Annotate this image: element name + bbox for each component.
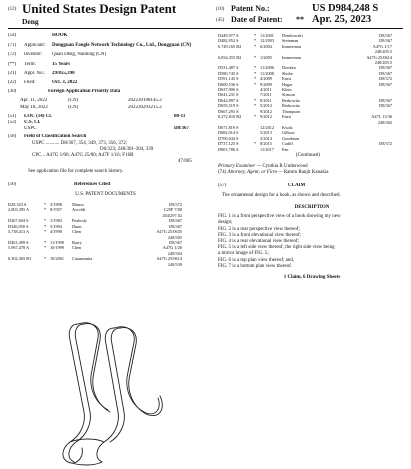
reference-star: * xyxy=(254,141,257,147)
reference-no: D671,819 S xyxy=(218,124,239,130)
reference-no: 6,302,365 B1 xyxy=(8,256,32,262)
reference-star: * xyxy=(44,245,47,251)
reference-cls: D8/372 xyxy=(379,141,392,147)
reference-date: 9/2012 xyxy=(260,114,272,120)
us-cl-label: U.S. Cl. xyxy=(24,120,41,126)
reference-name: Barry xyxy=(72,239,82,245)
reference-cls: 248/302 xyxy=(377,119,392,125)
reference-row xyxy=(8,262,208,267)
reference-star: * xyxy=(254,114,257,120)
attorney-row xyxy=(218,170,406,176)
description-line: a mirror image of FIG. 5; xyxy=(218,251,269,257)
biblio-code: (58) xyxy=(8,134,17,140)
biblio-label: Applicant: xyxy=(24,43,46,49)
references-title: References Cited xyxy=(74,181,111,187)
term-row xyxy=(8,62,208,68)
reference-date: 5/2012 xyxy=(260,103,272,109)
reference-name: Kwok xyxy=(282,124,293,130)
reference-no: D600,536 S xyxy=(218,81,239,87)
reference-name: Ernst xyxy=(282,114,292,120)
applicant-row xyxy=(8,43,208,49)
reference-star: * xyxy=(254,54,257,60)
reference-name: Ascoldi xyxy=(72,207,86,213)
biblio-code: (**) xyxy=(8,61,17,67)
reference-name: Ernst xyxy=(282,76,292,82)
reference-no: 5,967,478 A xyxy=(8,245,30,251)
kind-code-12: (12) xyxy=(8,7,17,12)
field-search-title: Field of Classification Search xyxy=(24,134,87,140)
reference-name: Steinman xyxy=(282,38,299,44)
reference-no: D682,014 S xyxy=(218,130,239,136)
description-line: FIG. 3 is a front elevational view thereof; xyxy=(218,232,302,238)
reference-date: 8/1957 xyxy=(50,207,62,213)
reference-name: Pan xyxy=(282,146,289,152)
reference-star: * xyxy=(44,256,47,262)
reference-no: D580,745 S xyxy=(218,70,239,76)
description-title: DESCRIPTION xyxy=(294,204,330,210)
reference-star: * xyxy=(254,65,257,71)
reference-star: * xyxy=(254,103,257,109)
reference-name: Dembowski xyxy=(282,33,303,38)
reference-no: D637,906 S xyxy=(218,87,239,93)
reference-date: 4/1998 xyxy=(50,229,62,235)
field-search-line: USPC ........... D8/367, 354, 349, 373, 356, 372; xyxy=(32,140,128,146)
reference-name: Berkowitz xyxy=(282,103,300,109)
reference-cls: D8/367 xyxy=(169,218,182,224)
reference-no: D267,604 S xyxy=(8,218,29,224)
reference-star: * xyxy=(254,97,257,103)
reference-no: 6,749,165 B2 xyxy=(218,43,242,49)
reference-star: * xyxy=(254,38,257,44)
biblio-code: (30) xyxy=(8,89,17,95)
field-search-line: D6/323; 248/301-304, 339 xyxy=(100,146,154,152)
reference-name: Berkowitz xyxy=(282,97,300,103)
reference-cls: A47G 25/0614 xyxy=(156,256,182,262)
term-value: 15 Years xyxy=(52,61,71,67)
reference-cls: D8/367 xyxy=(379,103,392,109)
reference-name: Chen xyxy=(72,245,82,251)
patent-date: Apr. 25, 2023 xyxy=(312,14,372,25)
reference-cls: D8/372 xyxy=(379,76,392,82)
applicant-value: Dongguan Fangle Network Technology Co., Ltd., Dongguan (CN) xyxy=(52,43,192,49)
hook-drawing xyxy=(40,320,180,466)
field-search-line: CPC .. A47G 1/00; A47G 25/00; A47F 1/16; F16B xyxy=(32,153,134,159)
reference-star: * xyxy=(44,239,47,245)
attorney-name: Ramin Ranjit Kanakia xyxy=(283,170,329,176)
reference-cls: D8/367 xyxy=(379,65,392,71)
reference-name: Thompson xyxy=(282,108,301,114)
reference-no: D659,519 S xyxy=(218,103,239,109)
foreign-priority-title: Foreign Application Priority Data xyxy=(48,89,121,95)
reference-no: 8,272,610 B2 xyxy=(218,114,242,120)
reference-cls: 204/297.02 xyxy=(162,212,182,218)
description-line: FIG. 7 is a bottom plan view thereof. xyxy=(218,263,293,269)
biblio-code: (71) xyxy=(8,43,17,49)
references-list-right xyxy=(218,33,406,152)
description-line: FIG. 6 is a top plan view thereof; and, xyxy=(218,257,295,263)
priority-date: Apr. 11, 2022 xyxy=(20,98,48,104)
uspc-value: D8/367 xyxy=(174,126,189,132)
reference-no: D667,293 S xyxy=(218,108,239,114)
reference-date: 5/1994 xyxy=(50,223,62,229)
biblio-code: (54) xyxy=(8,33,17,38)
biblio-code: (52) xyxy=(8,120,17,126)
reference-cls: A47G 1/17 xyxy=(372,43,392,49)
reference-name: Stinson xyxy=(282,92,295,98)
reference-no: D641,231 S xyxy=(218,92,239,98)
biblio-code: (21) xyxy=(8,70,17,76)
reference-no: D801,786 S xyxy=(218,146,239,152)
reference-date: 9/2009 xyxy=(260,81,272,87)
description-line: FIG. 1 is a front perspective view of a hook showing my new xyxy=(218,214,341,220)
filed-row xyxy=(8,80,208,86)
hook-wire-outline xyxy=(63,323,162,465)
biblio-label: Filed: xyxy=(24,80,36,86)
reference-no: D482,952 S xyxy=(218,38,239,44)
reference-name xyxy=(72,262,120,267)
reference-date: 10/2001 xyxy=(50,256,65,262)
claim-text: The ornamental design for a hook, as shown and described. xyxy=(222,192,341,198)
reference-name: Shohe xyxy=(282,70,293,76)
reference-name: Dretzka xyxy=(282,65,296,71)
reference-name: Hagar xyxy=(282,81,293,87)
uspc-row xyxy=(8,126,208,132)
reference-date: 1/1983 xyxy=(50,218,62,224)
priority-number: 202230293215.2 xyxy=(128,104,162,110)
reference-cls: D8/372 xyxy=(169,202,182,208)
code-45: (45) xyxy=(216,18,225,23)
reference-no: D28,323 S xyxy=(8,202,27,208)
reference-name: Dunn xyxy=(72,223,82,229)
inventor-value: Quan Deng, Nanning (CN) xyxy=(52,52,107,58)
field-search-line: 47/005 xyxy=(178,159,192,165)
reference-cls: A47G 1/20 xyxy=(162,245,182,251)
reference-no: 2,803,395 A xyxy=(8,207,30,213)
reference-date: 4/2009 xyxy=(260,76,272,82)
design-title: HOOK xyxy=(52,33,68,38)
date-of-patent-label: Date of Patent: xyxy=(231,15,283,24)
reference-name: Chen xyxy=(72,229,82,235)
references-subtitle: U.S. PATENT DOCUMENTS xyxy=(75,191,136,197)
loc-value: 08-11 xyxy=(174,113,186,119)
description-line: design; xyxy=(218,220,233,226)
reference-cls: D8/367 xyxy=(379,97,392,103)
priority-date: May 18, 2022 xyxy=(20,104,48,110)
description-line: FIG. 2 is a rear perspective view thereof; xyxy=(218,226,300,232)
reference-name: Klein xyxy=(282,87,292,93)
reference-name: Gilbow xyxy=(282,130,295,136)
inventor-short-name: Deng xyxy=(22,17,39,26)
reference-date: 8/2011 xyxy=(260,97,272,103)
biblio-block xyxy=(8,33,208,267)
claim-code: (57) xyxy=(218,182,227,188)
reference-cls: D8/367 xyxy=(379,81,392,87)
reference-cls: 248/205.5 xyxy=(374,60,392,66)
patent-number: US D984,248 S xyxy=(312,3,379,14)
biblio-code: (72) xyxy=(8,52,17,58)
reference-date: 1/2005 xyxy=(260,54,272,60)
reference-date xyxy=(50,262,72,267)
reference-date: 11/2001 xyxy=(260,33,274,38)
reference-star: * xyxy=(254,33,257,38)
header-rule xyxy=(8,28,403,29)
reference-no: 6,834,355 B2 xyxy=(218,54,242,60)
priority-number: 202230198145.2 xyxy=(128,98,162,104)
reference-date: 11/1998 xyxy=(50,239,64,245)
biblio-label: Appl. No.: xyxy=(24,70,46,76)
reference-star: * xyxy=(44,223,47,229)
reference-star: * xyxy=(254,70,257,76)
primary-examiner-label: Primary Examiner — xyxy=(218,164,262,170)
reference-date: 6/2004 xyxy=(260,43,272,49)
reference-star: * xyxy=(254,76,257,82)
references-heading xyxy=(8,182,208,188)
reference-name: Immerman xyxy=(282,54,301,60)
biblio-label: Term: xyxy=(24,61,36,67)
reference-cls: 248/305 xyxy=(167,234,182,240)
reference-no xyxy=(8,262,44,267)
reference-row xyxy=(218,147,406,152)
references-continued: (Continued) xyxy=(295,152,321,158)
description-lines xyxy=(218,214,406,270)
biblio-code: (22) xyxy=(8,80,17,86)
reference-no: D591,145 S xyxy=(218,76,239,82)
claim-title: CLAIM xyxy=(288,182,306,188)
reference-star: * xyxy=(254,43,257,49)
description-line: FIG. 5 is a left side view thereof, the right side view being xyxy=(218,245,335,251)
reference-date: 3/1898 xyxy=(50,202,62,208)
reference-name: Peabody xyxy=(72,218,87,224)
reference-date: 5/2013 xyxy=(260,130,272,136)
reference-cls: D8/367 xyxy=(379,33,392,38)
claim-heading-row xyxy=(218,183,406,189)
reference-date: 9/2012 xyxy=(260,108,272,114)
reference-no: D642,897 S xyxy=(218,97,239,103)
inventor-row xyxy=(8,52,208,58)
reference-no: D401,499 S xyxy=(8,239,29,245)
reference-date: 8/2015 xyxy=(260,141,272,147)
document-type-title: United States Design Patent xyxy=(22,1,177,16)
reference-no: D346,950 S xyxy=(8,223,29,229)
reference-cls: 248/205.5 xyxy=(374,49,392,55)
biblio-label: Inventor: xyxy=(24,52,43,58)
reference-star: * xyxy=(254,81,257,87)
reference-no: D531,487 S xyxy=(218,65,239,71)
reference-cls: D8/367 xyxy=(379,70,392,76)
appl-no-row xyxy=(8,71,208,77)
filed-value: Oct. 3, 2022 xyxy=(52,80,78,86)
code-10: (10) xyxy=(216,7,225,12)
reference-name: Goodman xyxy=(282,135,299,141)
description-line: FIG. 4 is a rear elevational view thereof; xyxy=(218,238,300,244)
reference-name: Immerman xyxy=(282,43,301,49)
reference-star: * xyxy=(44,202,47,208)
reference-star: * xyxy=(44,229,47,235)
attorney-label: Attorney, Agent, or Firm — xyxy=(227,170,283,176)
reference-no: D700,044 S xyxy=(218,135,239,141)
priority-country: (CN) xyxy=(68,98,79,104)
priority-row xyxy=(8,105,208,111)
biblio-code: (51) xyxy=(8,113,17,119)
reference-date: 7/2011 xyxy=(260,92,272,98)
reference-date: 11/2017 xyxy=(260,146,274,152)
reference-no: D737,125 S xyxy=(218,141,239,147)
reference-name: Mason xyxy=(72,202,84,208)
reference-date: 12/2003 xyxy=(260,38,275,44)
appl-no-value: 29/855,390 xyxy=(52,70,75,76)
reference-cls: A47G 25/0635 xyxy=(156,229,182,235)
reference-cls: 248/304 xyxy=(167,250,182,256)
primary-examiner-name: Cynthia R Underwood xyxy=(262,164,308,170)
reference-no: 5,738,413 A xyxy=(8,229,30,235)
reference-date: 12/2012 xyxy=(260,124,275,130)
reference-name: Catanzanita xyxy=(72,256,93,262)
claims-drawings-count: 1 Claim, 6 Drawing Sheets xyxy=(283,274,341,280)
reference-star: * xyxy=(44,218,47,224)
patent-number-label: Patent No.: xyxy=(231,4,270,13)
reference-cls: A47G 25/0614 xyxy=(366,54,392,60)
reference-cls: A47L 13/36 xyxy=(371,114,392,120)
reference-cls: 248/339 xyxy=(167,261,182,267)
reference-star: * xyxy=(44,207,47,213)
reference-cls xyxy=(330,147,392,152)
biblio-code: (56) xyxy=(8,181,17,187)
date-stars: ** xyxy=(296,15,304,24)
title-row xyxy=(8,33,208,39)
reference-cls: D8/367 xyxy=(169,223,182,229)
attorney-code: (74) xyxy=(218,170,227,176)
reference-cls: D8/367 xyxy=(169,239,182,245)
uspc-label: USPC xyxy=(24,126,37,132)
reference-date: 10/1999 xyxy=(50,245,65,251)
references-list-left xyxy=(8,202,208,267)
loc-label: LOC (14) Cl. xyxy=(24,113,52,119)
reference-date: 2/2014 xyxy=(260,135,272,141)
reference-date: 11/2008 xyxy=(260,70,274,76)
reference-date: 4/2011 xyxy=(260,87,272,93)
right-column xyxy=(218,33,406,281)
reference-cls: D8/367 xyxy=(379,38,392,44)
field-search-note: See application file for complete search history. xyxy=(28,169,124,175)
priority-country: (CN) xyxy=(68,104,79,110)
reference-date: 11/2006 xyxy=(260,65,274,71)
foreign-priority-heading xyxy=(8,89,208,95)
reference-cls: C25F 7/00 xyxy=(163,207,182,213)
reference-no: D449,977 S xyxy=(218,33,239,38)
reference-name: Cadiff xyxy=(282,141,293,147)
